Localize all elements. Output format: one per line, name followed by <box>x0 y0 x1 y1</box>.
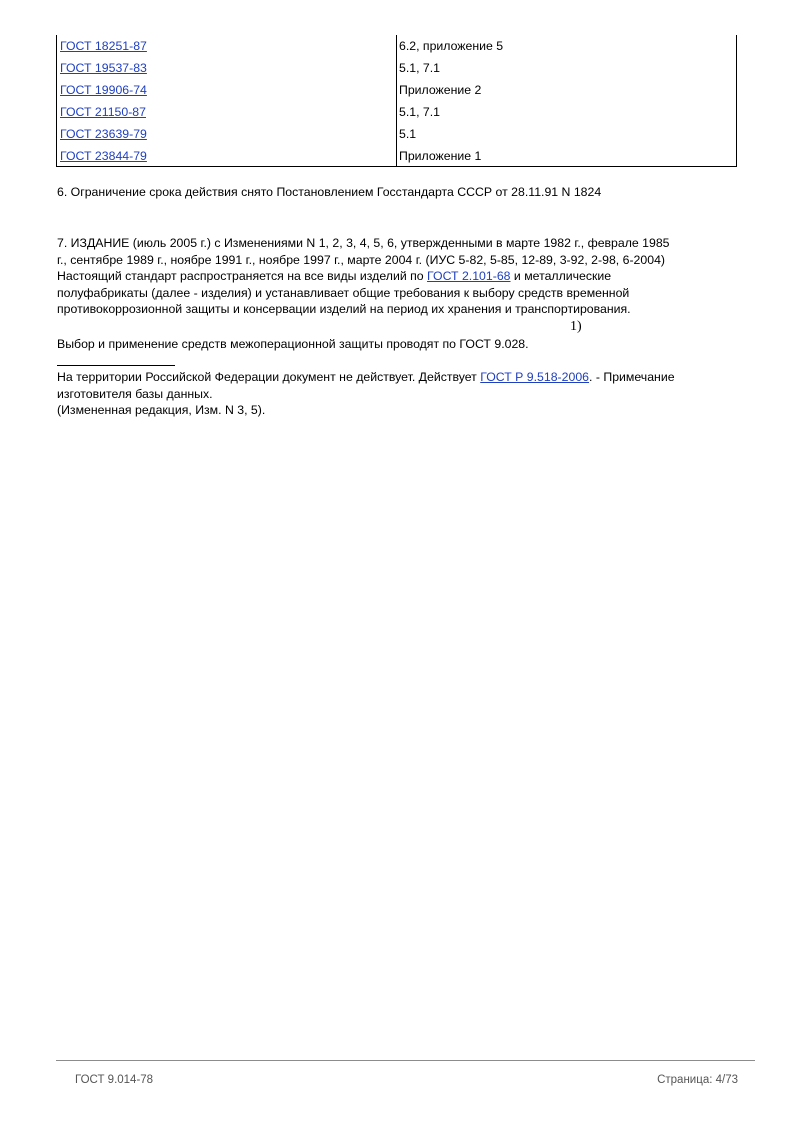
footer-divider <box>56 1060 755 1061</box>
reference-section: 5.1, 7.1 <box>399 61 441 75</box>
footnote-line-1 <box>57 369 675 386</box>
gost-r-9-518-2006-link[interactable]: ГОСТ Р 9.518-2006 <box>480 370 590 384</box>
item-7-paragraph <box>57 235 670 318</box>
table-row <box>57 79 736 101</box>
footnote-line-2: изготовителя базы данных. <box>57 386 213 401</box>
table-row <box>57 57 736 79</box>
scope-line-2: полуфабрикаты (далее - изделия) и устанавливает общие требования к выбору средств временной <box>57 285 630 300</box>
reference-section: 6.2, приложение 5 <box>399 39 504 53</box>
scope-text-after-link: и металлические <box>510 269 612 283</box>
scope-text: Настоящий стандарт распространяется на все виды изделий по <box>57 269 428 283</box>
scope-line-1 <box>57 268 670 285</box>
footer-doc-id: ГОСТ 9.014-78 <box>75 1074 154 1086</box>
footnote-line-3: (Измененная редакция, Изм. N 3, 5). <box>57 403 266 417</box>
reference-doc-link[interactable]: ГОСТ 18251-87 <box>60 39 147 53</box>
table-row <box>57 35 736 57</box>
reference-doc-link[interactable]: ГОСТ 21150-87 <box>60 105 146 119</box>
footnote-text: На территории Российской Федерации документ не действует. Действует <box>57 370 481 384</box>
item-7-line-1: 7. ИЗДАНИЕ (июль 2005 г.) с Изменениями N 1, 2, 3, 4, 5, 6, утвержденными в марте 1982 г., феврале 1985 <box>57 236 670 250</box>
selection-paragraph: Выбор и применение средств межоперационной защиты проводят по ГОСТ 9.028. <box>57 337 529 351</box>
footnote-text-after-link: . - Примечание <box>589 370 675 384</box>
reference-doc-link[interactable]: ГОСТ 19906-74 <box>60 83 147 97</box>
reference-section: 5.1 <box>399 127 417 141</box>
item-6-paragraph: 6. Ограничение срока действия снято Постановлением Госстандарта СССР от 28.11.91 N 1824 <box>57 185 602 199</box>
table-row <box>57 145 736 167</box>
footnote <box>57 369 675 419</box>
gost-2-101-68-link[interactable]: ГОСТ 2.101-68 <box>427 269 511 283</box>
table-row <box>57 123 736 145</box>
footer-page-number: Страница: 4/73 <box>657 1074 738 1086</box>
scope-line-3: противокоррозионной защиты и консервации изделий на период их хранения и транспортирования. <box>57 302 631 316</box>
footnote-divider <box>57 365 175 366</box>
item-7-line-2: г., сентябре 1989 г., ноябре 1991 г., ноябре 1997 г., марте 2004 г. (ИУС 5-82, 5-85, 12-89, 3-92, 2-98, 6-2004) <box>57 252 665 267</box>
reference-section: Приложение 2 <box>399 83 482 97</box>
reference-section: Приложение 1 <box>399 149 482 163</box>
reference-table <box>56 35 737 167</box>
reference-doc-link[interactable]: ГОСТ 23639-79 <box>60 127 147 141</box>
table-row <box>57 101 736 123</box>
reference-section: 5.1, 7.1 <box>399 105 441 119</box>
reference-doc-link[interactable]: ГОСТ 23844-79 <box>60 149 147 163</box>
footnote-marker: 1) <box>570 319 582 334</box>
reference-doc-link[interactable]: ГОСТ 19537-83 <box>60 61 147 75</box>
